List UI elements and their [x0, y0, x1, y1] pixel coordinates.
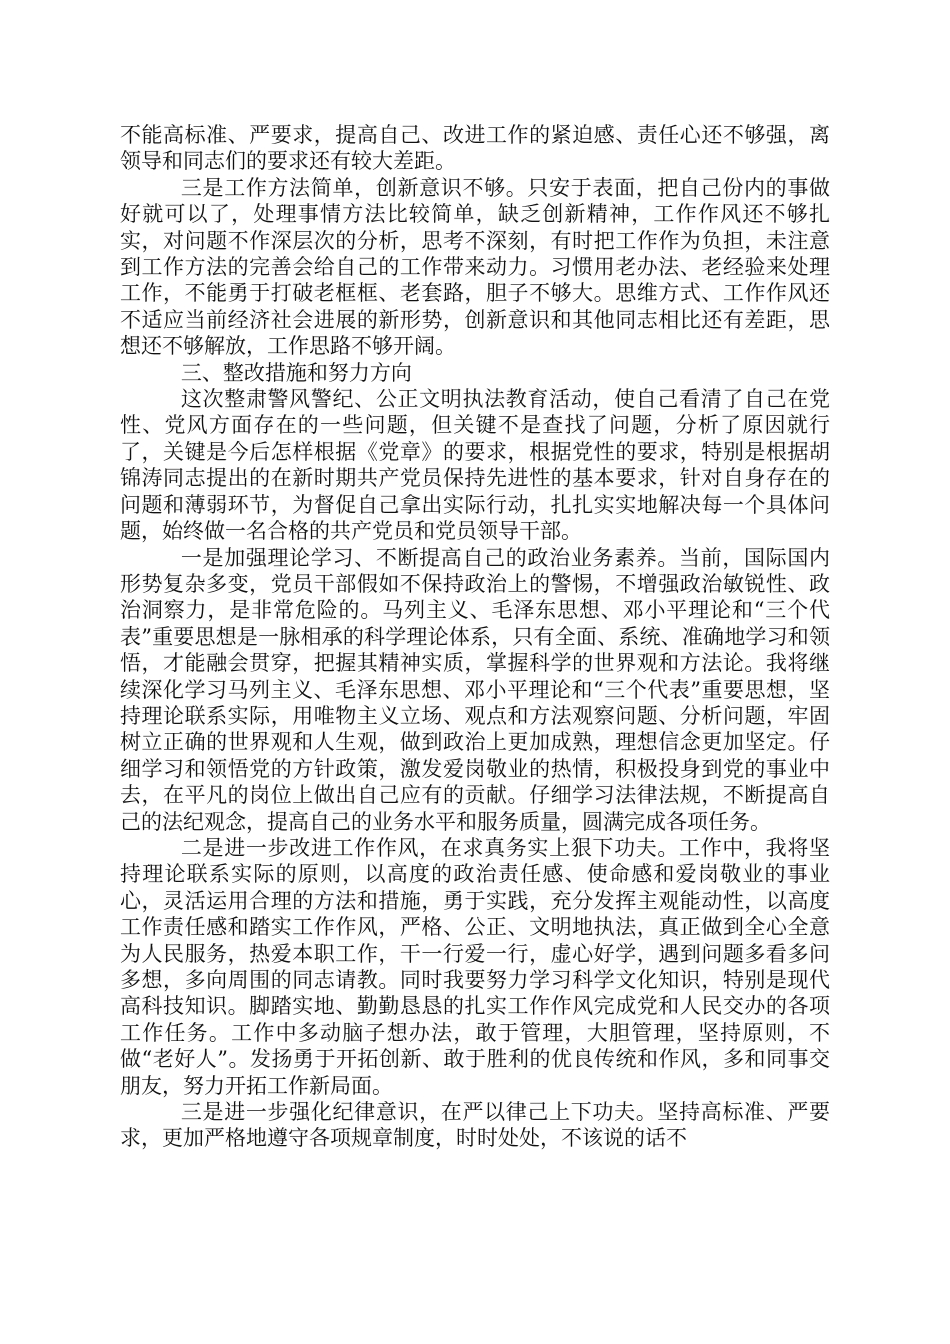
document-page: [120, 122, 830, 1152]
paragraph-work-method: 三是工作方法简单，创新意识不够。只安于表面，把自己份内的事做好就可以了，处理事情方法比较简单，缺乏创新精神，工作作风还不够扎实，对问题不作深层次的分析，思考不深刻，有时把工作作为负担，未注意到工作方法的完善会给自己的工作带来动力。习惯用老办法、老经验来处理工作，不能勇于打破老框框、老套路，胆子不够大。思维方式、工作作风还不适应当前经济社会进展的新形势，创新意识和其他同志相比还有差距，思想还不够解放，工作思路不够开阔。: [120, 175, 830, 359]
section-heading-rectification: 三、整改措施和努力方向: [180, 360, 412, 385]
paragraph-work-style: 二是进一步改进工作作风，在求真务实上狠下功夫。工作中，我将坚持理论联系实际的原则，以高度的政治责任感、使命感和爱岗敬业的事业心，灵活运用合理的方法和措施，勇于实践，充分发挥主观能动性，以高度工作责任感和踏实工作作风，严格、公正、文明地执法，真正做到全心全意为人民服务，热爱本职工作，干一行爱一行，虚心好学，遇到问题多看多问多想，多向周围的同志请教。同时我要努力学习科学文化知识，特别是现代高科技知识。脚踏实地、勤勤恳恳的扎实工作作风完成党和人民交办的各项工作任务。工作中多动脑子想办法，敢于管理，大胆管理，坚持原则，不做“老好人”。发扬勇于开拓创新、敢于胜利的优良传统和作风，多和同事交朋友，努力开拓工作新局面。: [120, 835, 830, 1098]
paragraph-continuation: 不能高标准、严要求，提高自己、改进工作的紧迫感、责任心还不够强，离领导和同志们的要求还有较大差距。: [120, 123, 830, 174]
paragraph-discipline: 三是进一步强化纪律意识，在严以律己上下功夫。坚持高标准、严要求，更加严格地遵守各项规章制度，时时处处，不该说的话不: [120, 1100, 830, 1151]
paragraph-education-activity: 这次整肃警风警纪、公正文明执法教育活动，使自己看清了自己在党性、党风方面存在的一些问题，但关键不是查找了问题，分析了原因就行了，关键是今后怎样根据《党章》的要求，根据党性的要求，特别是根据胡锦涛同志提出的在新时期共产党员保持先进性的基本要求，针对自身存在的问题和薄弱环节，为督促自己拿出实际行动，扎扎实实地解决每一个具体问题，始终做一名合格的共产党员和党员领导干部。: [120, 387, 830, 544]
paragraph-theory-study: 一是加强理论学习、不断提高自己的政治业务素养。当前，国际国内形势复杂多变，党员干部假如不保持政治上的警惕，不增强政治敏锐性、政治洞察力，是非常危险的。马列主义、毛泽东思想、邓小平理论和“三个代表”重要思想是一脉相承的科学理论体系，只有全面、系统、准确地学习和领悟，才能融会贯穿，把握其精神实质，掌握科学的世界观和方法论。我将继续深化学习马列主义、毛泽东思想、邓小平理论和“三个代表”重要思想，坚持理论联系实际，用唯物主义立场、观点和方法观察问题、分析问题，牢固树立正确的世界观和人生观，做到政治上更加成熟，理想信念更加坚定。仔细学习和领悟党的方针政策，激发爱岗敬业的热情，积极投身到党的事业中去，在平凡的岗位上做出自己应有的贡献。仔细学习法律法规，不断提高自己的法纪观念，提高自己的业务水平和服务质量，圆满完成各项任务。: [120, 545, 830, 834]
